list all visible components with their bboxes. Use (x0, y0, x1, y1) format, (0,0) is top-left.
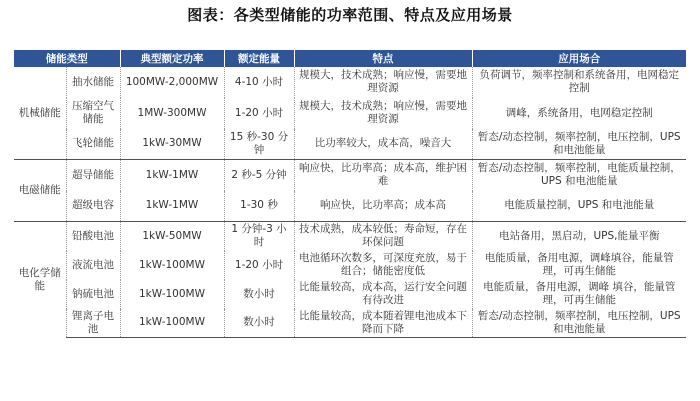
table-row (14, 160, 686, 191)
table-row (14, 251, 686, 280)
type-cell: 超导储能 (66, 160, 120, 191)
energy-cell: 数小时 (224, 280, 294, 309)
table-row (14, 129, 686, 160)
header-storage-type: 储能类型 (14, 50, 120, 67)
power-cell: 1kW-100MW (120, 309, 224, 338)
application-cell: 暂态/动态控制，频率控制，电能质量控制，UPS 和电池能量 (472, 160, 686, 191)
feature-cell: 比能量较高，成本随着锂电池成本下降而下降 (294, 309, 472, 338)
power-cell: 1kW-1MW (120, 191, 224, 222)
table-row (14, 309, 686, 338)
table-row (14, 98, 686, 129)
energy-storage-table (14, 50, 686, 338)
energy-cell: 1-20 小时 (224, 98, 294, 129)
type-cell: 锂离子电池 (66, 309, 120, 338)
application-cell: 电能质量，备用电源，调峰 填谷，能量管理，可再生储能 (483, 281, 676, 306)
feature-cell: 响应快，比功率高；成本高，维护困难 (294, 160, 472, 191)
feature-cell: 规模大，技术成熟；响应慢，需要地理资源 (294, 67, 472, 98)
application-cell: 电站备用，黑启动，UPS,能量平衡 (472, 222, 686, 251)
power-cell: 1kW-1MW (120, 160, 224, 191)
type-cell: 超级电容 (66, 191, 120, 222)
type-cell: 液流电池 (66, 251, 120, 280)
power-cell: 1kW-30MW (120, 129, 224, 160)
power-cell: 1kW-100MW (120, 251, 224, 280)
application-cell: 调峰，系统备用，电网稳定控制 (505, 106, 653, 119)
table-row (14, 191, 686, 222)
header-rated-power: 典型额定功率 (120, 50, 224, 67)
page-title: 图表：各类型储能的功率范围、特点及应用场景 (187, 6, 513, 24)
energy-cell: 4-10 小时 (224, 67, 294, 98)
type-cell: 飞轮储能 (66, 129, 120, 160)
header-applications: 应用场合 (472, 50, 686, 67)
feature-cell: 比功率较大，成本高，噪音大 (294, 129, 472, 160)
type-cell: 钠硫电池 (66, 280, 120, 309)
table-header-row (14, 50, 686, 67)
application-cell: 暂态/动态控制，频率控制，电压控制，UPS 和电池能量 (477, 130, 681, 156)
power-cell: 100MW-2,000MW (120, 67, 224, 98)
power-cell: 1kW-100MW (120, 280, 224, 309)
table-row (14, 280, 686, 309)
type-cell: 抽水储能 (66, 67, 120, 98)
type-cell: 压缩空气储能 (66, 98, 120, 129)
power-cell: 1kW-50MW (120, 222, 224, 251)
energy-cell: 2 秒-5 分钟 (224, 160, 294, 191)
energy-cell: 1-30 秒 (224, 191, 294, 222)
energy-cell: 数小时 (224, 309, 294, 338)
header-rated-energy: 额定能量 (224, 50, 294, 67)
header-features: 特点 (294, 50, 472, 67)
power-cell: 1MW-300MW (120, 98, 224, 129)
category-cell: 电磁储能 (14, 160, 66, 222)
table-row (14, 222, 686, 251)
application-cell: 电能质量，备用电源，调峰填谷，能量管理，可再生储能 (484, 252, 674, 277)
table-row (14, 67, 686, 98)
application-cell: 电能质量控制，UPS 和电池能量 (504, 199, 655, 212)
type-cell: 铅酸电池 (66, 222, 120, 251)
category-cell: 电化学储能 (14, 222, 66, 338)
feature-cell: 技术成熟，成本较低；寿命短，存在环保问题 (294, 222, 472, 251)
application-cell: 暂态/动态控制，频率控制，电压控制，UPS 和电池能量 (472, 309, 686, 338)
feature-cell: 电池循环次数多，可深度充放，易于组合；储能密度低 (294, 251, 472, 280)
application-cell: 负荷调节，频率控制和系统备用，电网稳定控制 (472, 67, 686, 98)
feature-cell: 规模大，技术成熟；响应慢，需要地理资源 (294, 98, 472, 129)
energy-cell: 1-20 小时 (224, 251, 294, 280)
feature-cell: 响应快，比功率高；成本高 (294, 191, 472, 222)
feature-cell: 比能量较高，成本高，运行安全问题有待改进 (294, 280, 472, 309)
category-cell: 机械储能 (14, 67, 66, 160)
energy-cell: 1 分钟-3 小时 (224, 222, 294, 251)
energy-cell: 15 秒-30 分钟 (224, 129, 294, 160)
